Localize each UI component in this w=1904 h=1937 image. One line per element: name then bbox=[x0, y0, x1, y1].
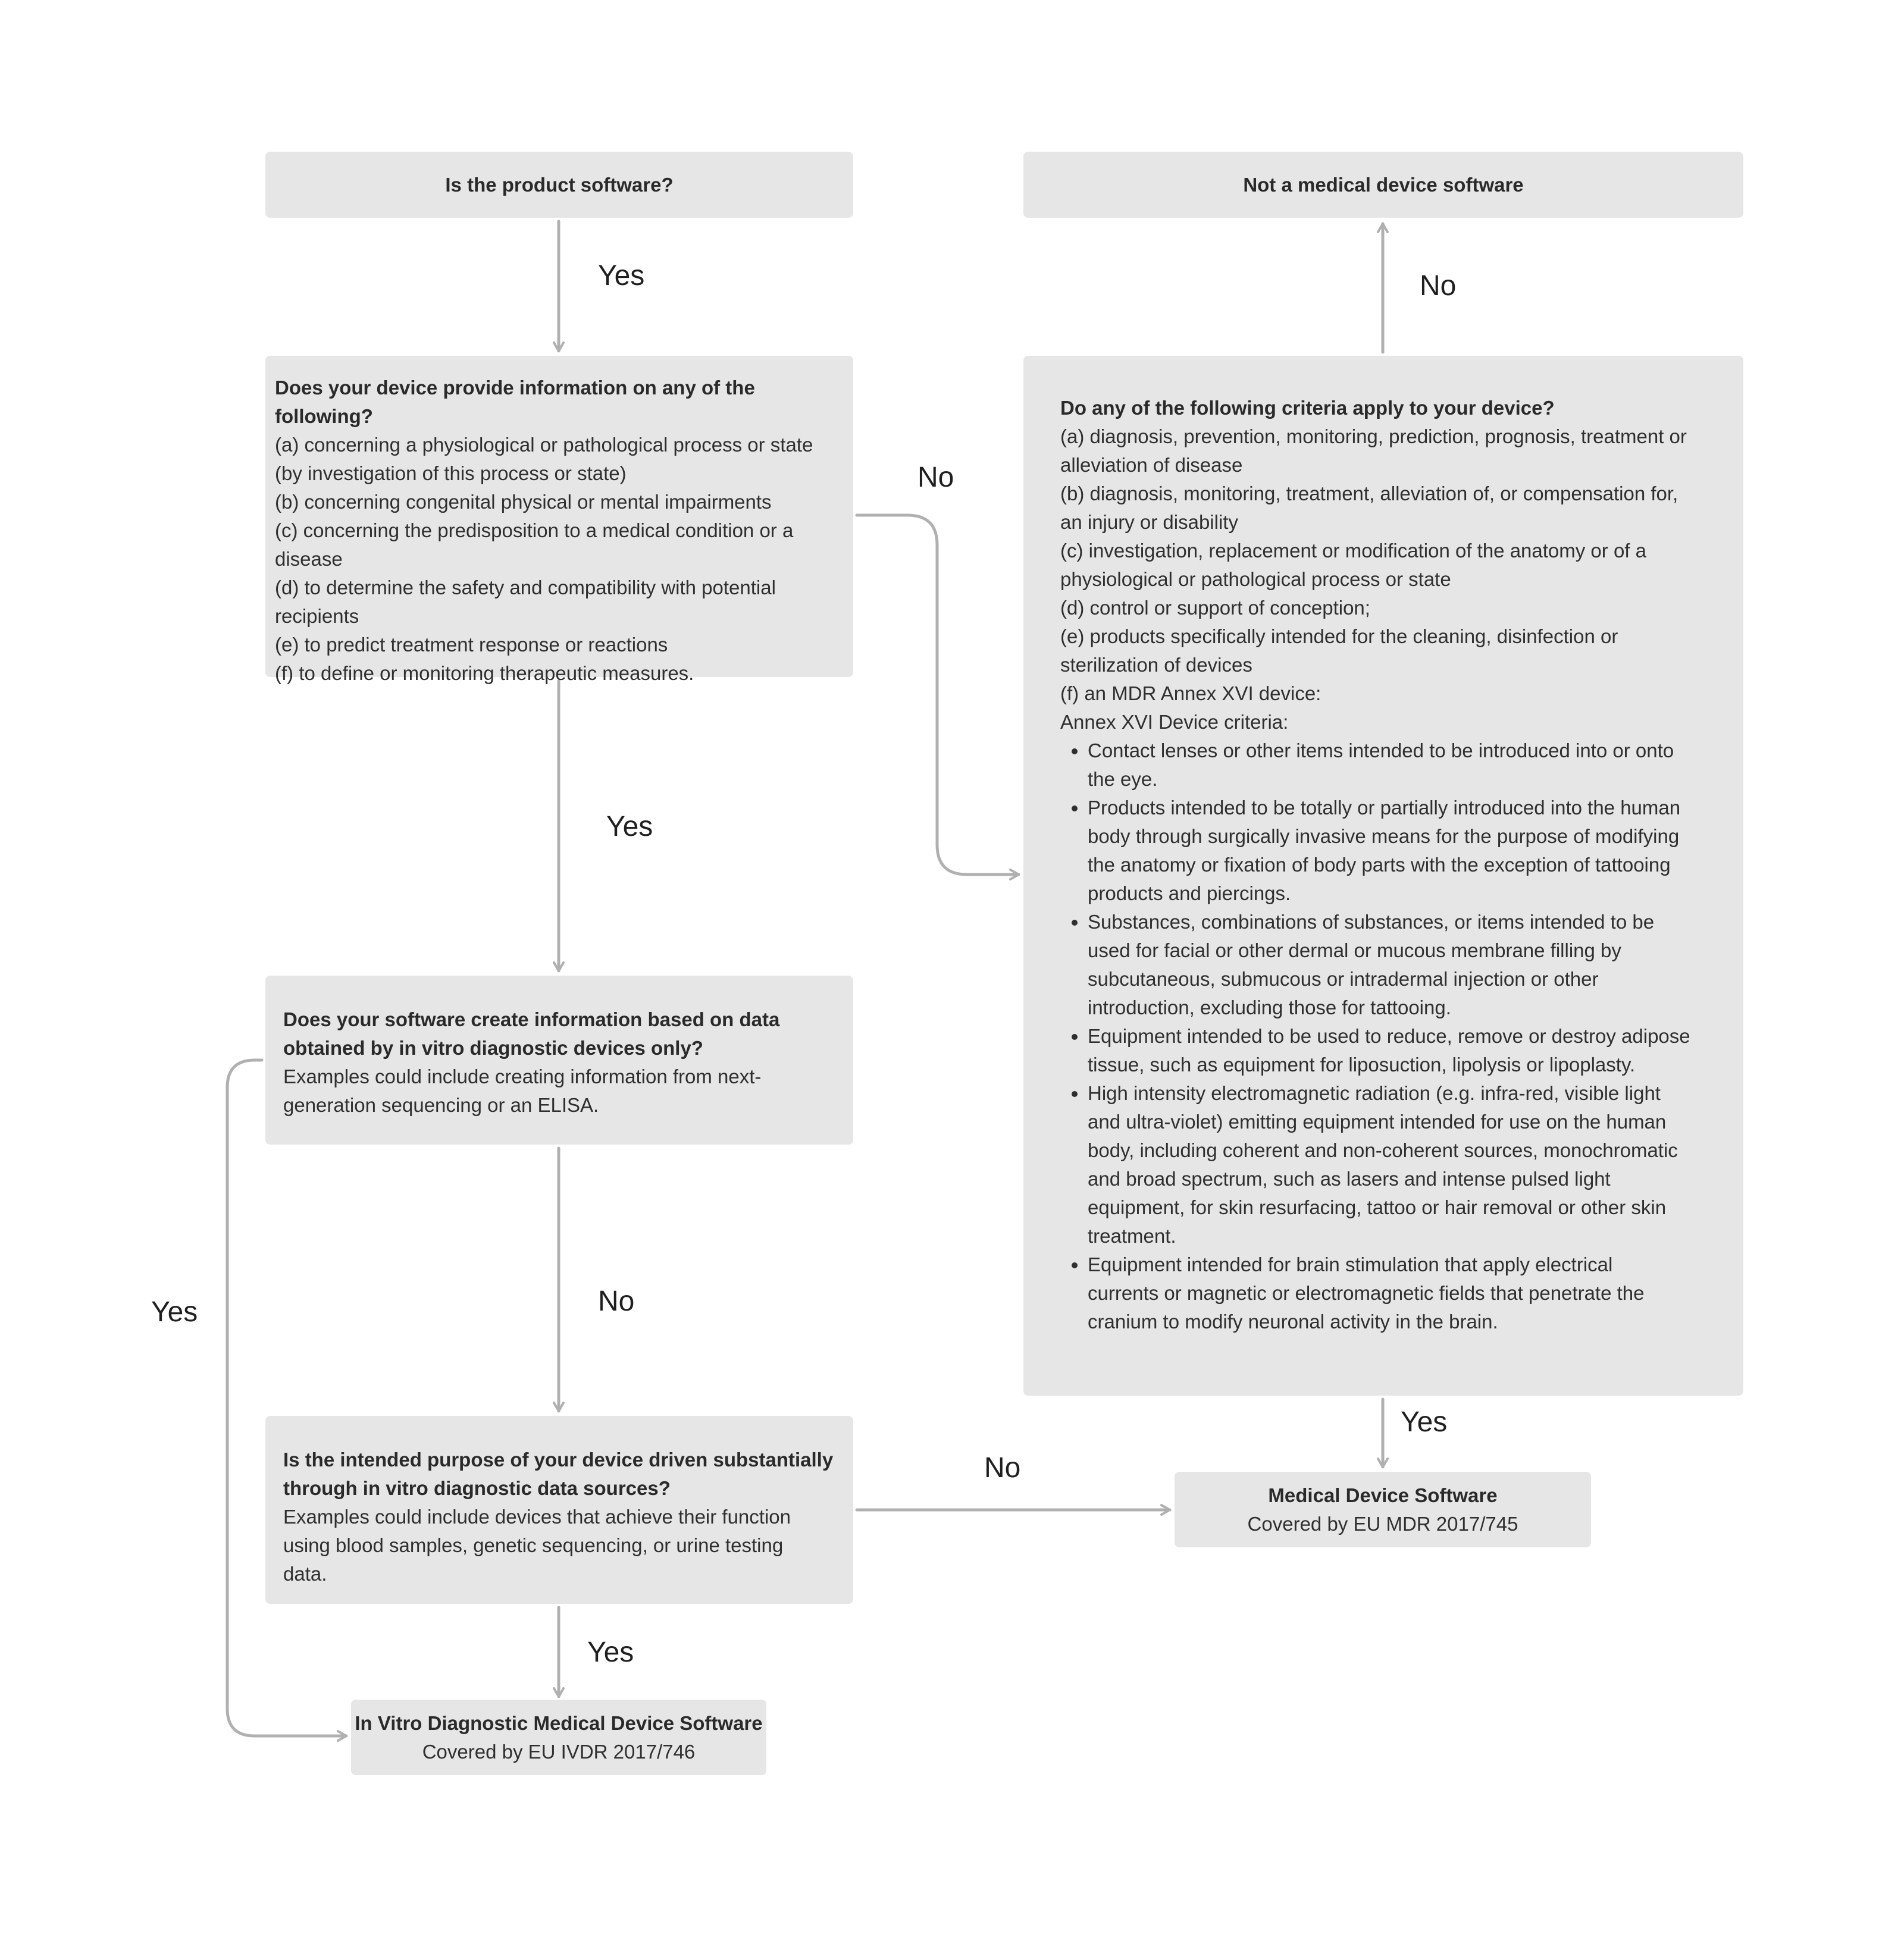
node-not-medical-device-software-title: Not a medical device software bbox=[1243, 173, 1524, 196]
node-ivd-data-only-title: obtained by in vitro diagnostic devices only? bbox=[283, 1037, 703, 1059]
node-ivd-intended-purpose-example: using blood samples, genetic sequencing, or urine testing bbox=[283, 1534, 784, 1556]
info-criterion-line: recipients bbox=[275, 605, 359, 627]
annex-xvi-criterion bbox=[1088, 1250, 1731, 1336]
node-device-provides-information-title: Does your device provide information on any of the following? bbox=[275, 377, 755, 427]
criteria-line: physiological or pathological process or state bbox=[1060, 568, 1451, 590]
annex-xvi-criterion-text: body, including coherent and non-coherent sources, monochromatic bbox=[1088, 1139, 1678, 1161]
edge-label-software-to-info: Yes bbox=[598, 260, 645, 292]
edge-label-info-to-ivd-only: Yes bbox=[606, 811, 653, 842]
criteria-line: (f) an MDR Annex XVI device: bbox=[1060, 682, 1321, 704]
node-criteria-apply bbox=[1023, 356, 1743, 1396]
annex-xvi-criterion-text: • High intensity electromagnetic radiation (e.g. infra-red, visible light bbox=[1088, 1082, 1661, 1104]
annex-xvi-criterion bbox=[1088, 908, 1731, 1022]
annex-xvi-criterion-text: • Equipment intended for brain stimulation that apply electrical bbox=[1088, 1253, 1613, 1275]
node-medical-device-software bbox=[1175, 1472, 1591, 1547]
node-ivd-medical-device-software bbox=[351, 1700, 766, 1775]
edge-label-ivd-only-to-ivd-mds: Yes bbox=[151, 1296, 198, 1328]
annex-xvi-criterion-text: • Equipment intended to be used to reduce, remove or destroy adipose bbox=[1088, 1025, 1690, 1047]
node-ivd-data-only-title: Does your software create information based on data bbox=[283, 1008, 780, 1030]
annex-xvi-criterion-text: tissue, such as equipment for liposuction, lipolysis or lipoplasty. bbox=[1088, 1054, 1636, 1076]
annex-xvi-criterion bbox=[1088, 1079, 1731, 1250]
annex-xvi-criterion-text: introduction, excluding those for tattooing. bbox=[1088, 996, 1451, 1018]
annex-xvi-criterion-text: products and piercings. bbox=[1088, 882, 1291, 904]
annex-xvi-criterion-text: body through surgically invasive means for the purpose of modifying bbox=[1088, 825, 1680, 847]
criteria-line: sterilization of devices bbox=[1060, 654, 1252, 676]
edge-label-criteria-to-not-mds: No bbox=[1420, 270, 1457, 302]
connector-ivd-only-to-ivd-mds bbox=[227, 1060, 346, 1736]
node-ivd-intended-purpose-title: through in vitro diagnostic data sources? bbox=[283, 1477, 671, 1499]
edge-label-ivd-purpose-to-mds: No bbox=[984, 1452, 1021, 1484]
info-criterion-line: (a) concerning a physiological or pathological process or state bbox=[275, 434, 813, 456]
annex-xvi-criterion-text: and broad spectrum, such as lasers and intense pulsed light bbox=[1088, 1168, 1611, 1190]
node-ivd-medical-device-software-subtitle: Covered by EU IVDR 2017/746 bbox=[422, 1740, 696, 1763]
node-medical-device-software-title: Medical Device Software bbox=[1268, 1484, 1498, 1506]
annex-xvi-criterion bbox=[1088, 1022, 1731, 1079]
info-criterion-line: (e) to predict treatment response or reactions bbox=[275, 634, 668, 656]
annex-xvi-criterion-text: and ultra-violet) emitting equipment intended for use on the human bbox=[1088, 1111, 1667, 1133]
annex-xvi-criterion-text: equipment, for skin resurfacing, tattoo or hair removal or other skin bbox=[1088, 1196, 1667, 1218]
criteria-line: alleviation of disease bbox=[1060, 454, 1243, 476]
criteria-line: an injury or disability bbox=[1060, 511, 1238, 533]
connector-info-to-criteria bbox=[857, 515, 1019, 875]
node-ivd-medical-device-software-title: In Vitro Diagnostic Medical Device Software bbox=[355, 1712, 763, 1734]
node-not-medical-device-software bbox=[1023, 152, 1743, 218]
annex-xvi-criterion-text: the anatomy or fixation of body parts with the exception of tattooing bbox=[1088, 854, 1671, 876]
criteria-line: (e) products specifically intended for the cleaning, disinfection or bbox=[1060, 625, 1618, 647]
annex-xvi-criterion-text: • Substances, combinations of substances, or items intended to be bbox=[1088, 911, 1655, 933]
annex-xvi-criterion-text: subcutaneous, submucous or intradermal injection or other bbox=[1088, 968, 1599, 990]
node-ivd-data-only-example: generation sequencing or an ELISA. bbox=[283, 1094, 599, 1116]
node-criteria-apply-title: Do any of the following criteria apply to your device? bbox=[1060, 397, 1555, 419]
info-criterion-line: (d) to determine the safety and compatibility with potential bbox=[275, 576, 776, 598]
node-ivd-data-only bbox=[265, 976, 853, 1145]
info-criterion-line: (f) to define or monitoring therapeutic measures. bbox=[275, 662, 694, 684]
edge-label-ivd-purpose-to-ivd-mds: Yes bbox=[587, 1637, 634, 1668]
annex-xvi-criterion bbox=[1088, 794, 1731, 908]
node-device-provides-information bbox=[265, 356, 853, 684]
node-ivd-intended-purpose-example: data. bbox=[283, 1563, 327, 1585]
info-criterion-line: (c) concerning the predisposition to a medical condition or a bbox=[275, 519, 794, 541]
node-ivd-intended-purpose-title: Is the intended purpose of your device driven substantially bbox=[283, 1449, 834, 1471]
annex-xvi-criterion-text: • Products intended to be totally or partially introduced into the human bbox=[1088, 797, 1681, 819]
node-medical-device-software-subtitle: Covered by EU MDR 2017/745 bbox=[1247, 1512, 1518, 1535]
edge-label-ivd-only-to-ivd-purpose: No bbox=[598, 1286, 635, 1317]
info-criterion-line: (b) concerning congenital physical or mental impairments bbox=[275, 491, 772, 513]
node-ivd-intended-purpose-example: Examples could include devices that achieve their function bbox=[283, 1506, 791, 1528]
annex-xvi-criteria-list bbox=[1060, 736, 1731, 1336]
annex-xvi-criterion-text: currents or magnetic or electromagnetic fields that penetrate the bbox=[1088, 1282, 1645, 1304]
node-ivd-data-only-example: Examples could include creating information from next- bbox=[283, 1065, 762, 1087]
criteria-line: (a) diagnosis, prevention, monitoring, prediction, prognosis, treatment or bbox=[1060, 425, 1687, 447]
edge-label-criteria-to-mds: Yes bbox=[1401, 1406, 1448, 1438]
annex-xvi-criterion-text: the eye. bbox=[1088, 768, 1158, 790]
node-is-product-software bbox=[265, 152, 853, 218]
criteria-line: (b) diagnosis, monitoring, treatment, alleviation of, or compensation for, bbox=[1060, 482, 1678, 504]
node-is-product-software-title: Is the product software? bbox=[445, 173, 674, 196]
criteria-line: (c) investigation, replacement or modification of the anatomy or of a bbox=[1060, 540, 1646, 562]
annex-xvi-criterion-text: used for facial or other dermal or mucous membrane filling by bbox=[1088, 939, 1621, 961]
criteria-line: Annex XVI Device criteria: bbox=[1060, 711, 1289, 733]
annex-xvi-criterion-text: • Contact lenses or other items intended to be introduced into or onto bbox=[1088, 739, 1674, 761]
annex-xvi-criterion-text: cranium to modify neuronal activity in the brain. bbox=[1088, 1311, 1498, 1333]
criteria-line: (d) control or support of conception; bbox=[1060, 597, 1370, 619]
annex-xvi-criterion bbox=[1088, 736, 1731, 794]
annex-xvi-criterion-text: treatment. bbox=[1088, 1225, 1176, 1247]
info-criterion-line: disease bbox=[275, 548, 343, 570]
node-ivd-intended-purpose bbox=[265, 1416, 853, 1604]
edge-label-info-to-criteria: No bbox=[917, 462, 954, 493]
info-criterion-line: (by investigation of this process or state) bbox=[275, 462, 627, 484]
